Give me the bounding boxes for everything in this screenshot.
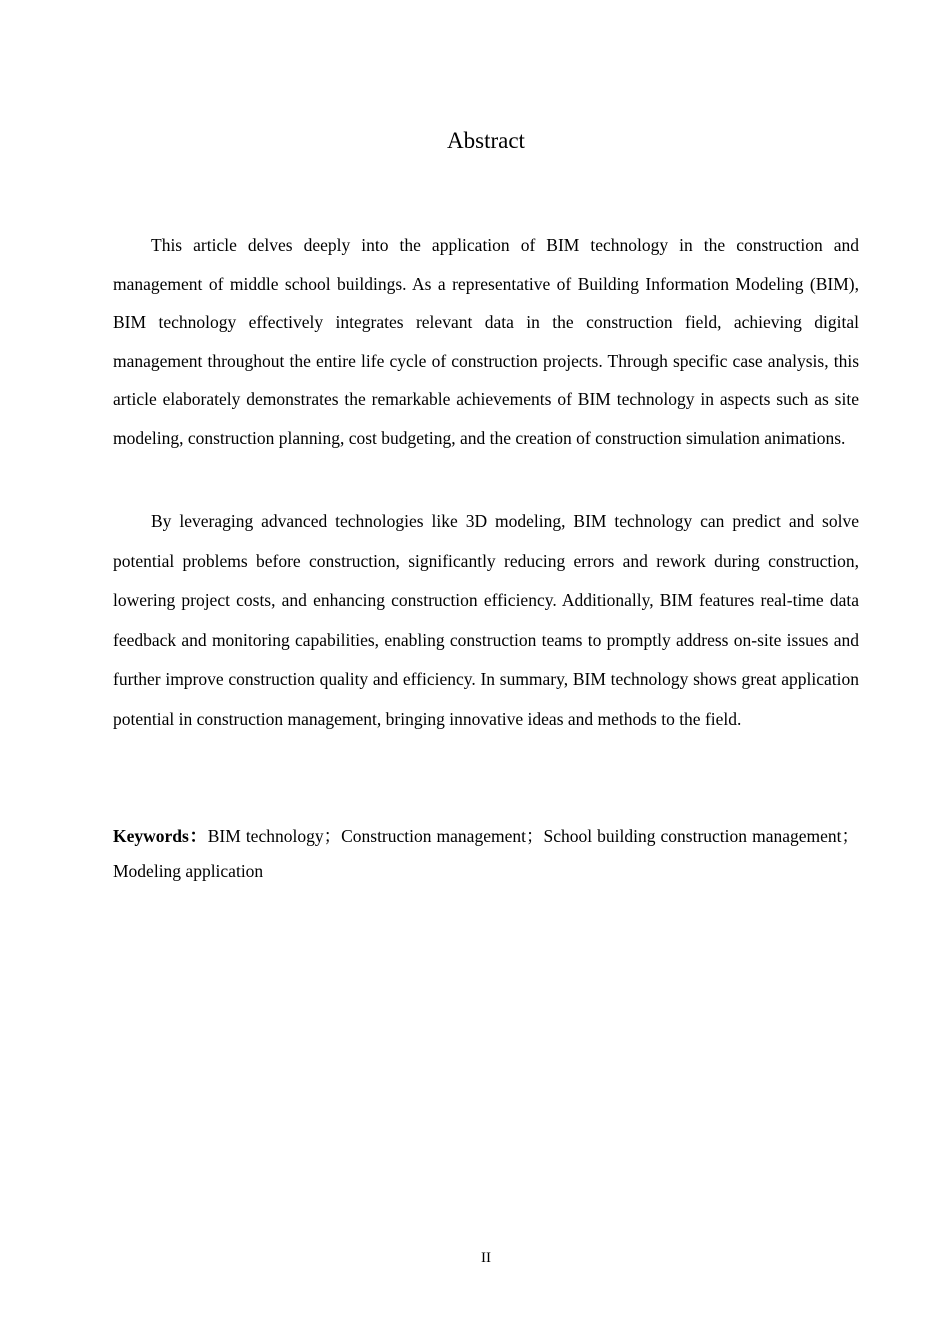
keywords-label: Keywords： bbox=[113, 826, 208, 846]
page-number: II bbox=[481, 1250, 491, 1266]
abstract-paragraph-2: By leveraging advanced technologies like 3D modeling, BIM technology can predict and solve potential problems before construction, significantly reducing errors and rework during construction, lowering project costs, and enhancing construction efficiency. Additionally, BIM features real-time data feedback and monitoring capabilities, enabling construction teams to promptly address on-site issues and further improve construction quality and efficiency. In summary, BIM technology shows great application potential in construction management, bringing innovative ideas and methods to the field. bbox=[113, 511, 859, 729]
keywords-text: BIM technology；Construction management；School building construction management；Modeling application bbox=[113, 826, 859, 881]
abstract-paragraph-1: This article delves deeply into the application of BIM technology in the construction and management of middle school buildings. As a representative of Building Information Modeling (BIM), BIM technology effectively integrates relevant data in the construction field, achieving digital management throughout the entire life cycle of construction projects. Through specific case analysis, this article elaborately demonstrates the remarkable achievements of BIM technology in aspects such as site modeling, construction planning, cost budgeting, and the creation of construction simulation animations. bbox=[113, 235, 859, 448]
abstract-title: Abstract bbox=[447, 128, 525, 153]
keywords-line bbox=[113, 819, 859, 889]
